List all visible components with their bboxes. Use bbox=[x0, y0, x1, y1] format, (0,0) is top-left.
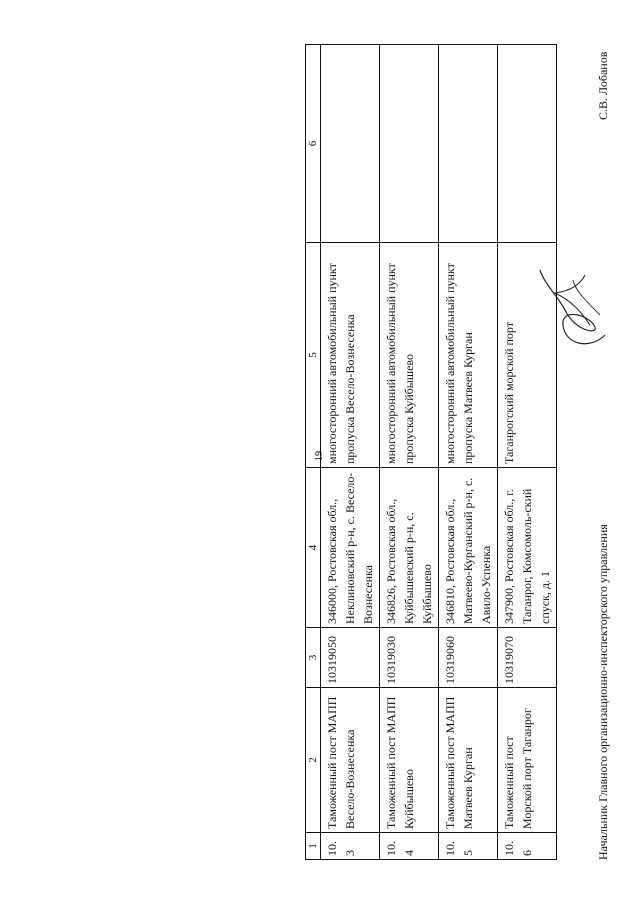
row-number: 10.5 bbox=[439, 833, 498, 860]
note-cell bbox=[439, 45, 498, 243]
customs-post-code: 10319060 bbox=[439, 628, 498, 688]
customs-post-code: 10319070 bbox=[498, 628, 557, 688]
checkpoint-name: Таганрогский морской порт bbox=[498, 243, 557, 468]
table-header-row bbox=[306, 45, 321, 860]
customs-post-code: 10319030 bbox=[380, 628, 439, 688]
customs-post-address: 346810, Ростовская обл., Матвеево-Курганский р-н, с. Авило-Успенка bbox=[439, 468, 498, 628]
table-row bbox=[321, 45, 380, 860]
customs-post-code: 10319050 bbox=[321, 628, 380, 688]
note-cell bbox=[380, 45, 439, 243]
header-cell: 1 bbox=[306, 833, 321, 860]
customs-post-address: 347900, Ростовская обл., г. Таганрог, Комсомоль-ский спуск, д. 1 bbox=[498, 468, 557, 628]
customs-post-address: 346000, Ростовская обл., Неклиновский р-н, с. Весело-Вознесенка bbox=[321, 468, 380, 628]
note-cell bbox=[321, 45, 380, 243]
row-number: 10.4 bbox=[380, 833, 439, 860]
header-cell: 6 bbox=[306, 45, 321, 243]
checkpoint-name: многосторонний автомобильный пункт пропуска Куйбышево bbox=[380, 243, 439, 468]
checkpoint-name: многосторонний автомобильный пункт пропуска Матвеев Курган bbox=[439, 243, 498, 468]
customs-post-address: 346826, Ростовская обл., Куйбышевский р-н, с. Куйбышево bbox=[380, 468, 439, 628]
row-number: 10.6 bbox=[498, 833, 557, 860]
table-row bbox=[498, 45, 557, 860]
customs-post-name: Таможенный пост МАПП Куйбышево bbox=[380, 688, 439, 833]
note-cell bbox=[498, 45, 557, 243]
customs-post-name: Таможенный пост МАПП Весело-Вознесенка bbox=[321, 688, 380, 833]
customs-post-name: Таможенный пост Морской порт Таганрог bbox=[498, 688, 557, 833]
rotated-page-content bbox=[305, 45, 615, 860]
header-cell: 3 bbox=[306, 628, 321, 688]
checkpoints-table bbox=[305, 44, 557, 860]
table-row bbox=[380, 45, 439, 860]
header-cell: 5 bbox=[306, 243, 321, 468]
customs-post-name: Таможенный пост МАПП Матвеев Курган bbox=[439, 688, 498, 833]
row-number: 10.3 bbox=[321, 833, 380, 860]
page-number: 19 bbox=[314, 451, 325, 461]
signatory-name: С.В. Лобанов bbox=[596, 51, 610, 120]
header-cell: 4 bbox=[306, 468, 321, 628]
header-cell: 2 bbox=[306, 688, 321, 833]
checkpoint-name: многосторонний автомобильный пункт пропуска Весело-Вознесенка bbox=[321, 243, 380, 468]
handwritten-signature bbox=[535, 265, 615, 355]
table-row bbox=[439, 45, 498, 860]
signatory-title: Начальник Главного организационно-инспекторского управления bbox=[596, 524, 610, 860]
